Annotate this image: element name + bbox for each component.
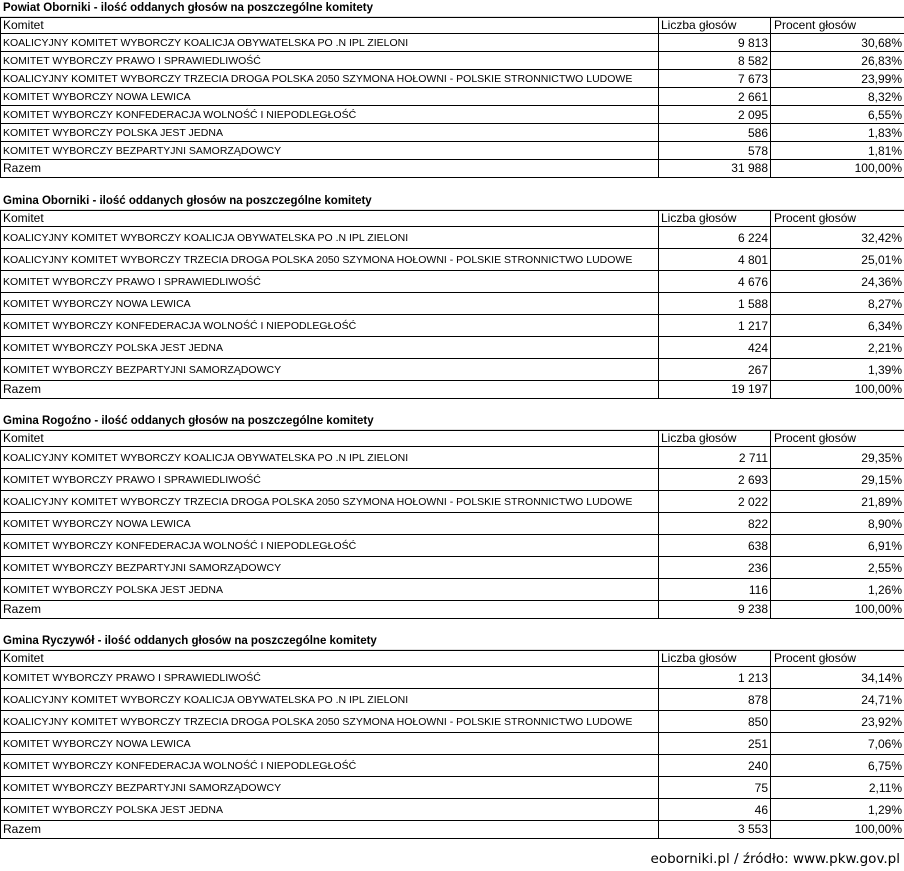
total-votes: 3 553: [659, 821, 771, 839]
total-label: Razem: [1, 821, 659, 839]
vote-count: 75: [659, 777, 771, 799]
table-row: [1, 227, 904, 249]
header-komitet: Komitet: [1, 18, 659, 34]
header-liczba: Liczba głosów: [659, 431, 771, 447]
committee-name: KOMITET WYBORCZY NOWA LEWICA: [1, 293, 659, 315]
vote-count: 267: [659, 359, 771, 381]
vote-count: 1 588: [659, 293, 771, 315]
vote-count: 822: [659, 513, 771, 535]
committee-name: KOMITET WYBORCZY PRAWO I SPRAWIEDLIWOŚĆ: [1, 667, 659, 689]
table-header-row: [1, 211, 904, 227]
table-row: [1, 88, 904, 106]
total-label: Razem: [1, 381, 659, 399]
vote-count: 46: [659, 799, 771, 821]
vote-count: 2 711: [659, 447, 771, 469]
vote-percent: 24,36%: [771, 271, 904, 293]
table-row: [1, 491, 904, 513]
vote-percent: 2,21%: [771, 337, 904, 359]
committee-name: KOMITET WYBORCZY NOWA LEWICA: [1, 733, 659, 755]
table-row: [1, 579, 904, 601]
vote-count: 2 661: [659, 88, 771, 106]
committee-name: KOALICYJNY KOMITET WYBORCZY TRZECIA DROGA POLSKA 2050 SZYMONA HOŁOWNI - POLSKIE STRONNICTWO LUDOWE: [1, 711, 659, 733]
vote-percent: 8,90%: [771, 513, 904, 535]
section-gmina-oborniki: [0, 193, 904, 399]
table-row: [1, 733, 904, 755]
vote-percent: 21,89%: [771, 491, 904, 513]
total-row: [1, 160, 904, 178]
vote-percent: 30,68%: [771, 34, 904, 52]
vote-count: 578: [659, 142, 771, 160]
section-gmina-rogozno: [0, 413, 904, 619]
total-votes: 19 197: [659, 381, 771, 399]
vote-count: 251: [659, 733, 771, 755]
vote-percent: 6,75%: [771, 755, 904, 777]
table-row: [1, 271, 904, 293]
vote-percent: 6,55%: [771, 106, 904, 124]
vote-count: 2 095: [659, 106, 771, 124]
table-row: [1, 315, 904, 337]
section-title: Powiat Oborniki - ilość oddanych głosów na poszczególne komitety: [0, 0, 904, 17]
results-table: [0, 650, 904, 839]
vote-count: 424: [659, 337, 771, 359]
vote-count: 850: [659, 711, 771, 733]
total-label: Razem: [1, 160, 659, 178]
table-header-row: [1, 431, 904, 447]
vote-percent: 32,42%: [771, 227, 904, 249]
vote-count: 2 022: [659, 491, 771, 513]
committee-name: KOMITET WYBORCZY KONFEDERACJA WOLNOŚĆ I NIEPODLEGŁOŚĆ: [1, 315, 659, 337]
vote-count: 8 582: [659, 52, 771, 70]
table-row: [1, 106, 904, 124]
table-row: [1, 359, 904, 381]
table-row: [1, 249, 904, 271]
committee-name: KOMITET WYBORCZY POLSKA JEST JEDNA: [1, 799, 659, 821]
committee-name: KOMITET WYBORCZY KONFEDERACJA WOLNOŚĆ I NIEPODLEGŁOŚĆ: [1, 755, 659, 777]
table-row: [1, 755, 904, 777]
committee-name: KOMITET WYBORCZY NOWA LEWICA: [1, 88, 659, 106]
total-percent: 100,00%: [771, 381, 904, 399]
committee-name: KOALICYJNY KOMITET WYBORCZY TRZECIA DROGA POLSKA 2050 SZYMONA HOŁOWNI - POLSKIE STRONNICTWO LUDOWE: [1, 249, 659, 271]
header-liczba: Liczba głosów: [659, 211, 771, 227]
header-liczba: Liczba głosów: [659, 18, 771, 34]
vote-percent: 2,55%: [771, 557, 904, 579]
committee-name: KOALICYJNY KOMITET WYBORCZY KOALICJA OBYWATELSKA PO .N IPL ZIELONI: [1, 689, 659, 711]
committee-name: KOALICYJNY KOMITET WYBORCZY TRZECIA DROGA POLSKA 2050 SZYMONA HOŁOWNI - POLSKIE STRONNICTWO LUDOWE: [1, 70, 659, 88]
table-row: [1, 337, 904, 359]
vote-percent: 1,29%: [771, 799, 904, 821]
vote-percent: 6,34%: [771, 315, 904, 337]
table-row: [1, 711, 904, 733]
section-gmina-ryczywol: [0, 633, 904, 839]
committee-name: KOALICYJNY KOMITET WYBORCZY TRZECIA DROGA POLSKA 2050 SZYMONA HOŁOWNI - POLSKIE STRONNICTWO LUDOWE: [1, 491, 659, 513]
table-row: [1, 667, 904, 689]
committee-name: KOMITET WYBORCZY BEZPARTYJNI SAMORZĄDOWCY: [1, 359, 659, 381]
total-percent: 100,00%: [771, 601, 904, 619]
total-percent: 100,00%: [771, 160, 904, 178]
vote-percent: 2,11%: [771, 777, 904, 799]
total-row: [1, 381, 904, 399]
committee-name: KOMITET WYBORCZY NOWA LEWICA: [1, 513, 659, 535]
vote-percent: 25,01%: [771, 249, 904, 271]
vote-count: 240: [659, 755, 771, 777]
vote-count: 4 676: [659, 271, 771, 293]
table-row: [1, 557, 904, 579]
section-powiat-oborniki: [0, 0, 904, 178]
header-liczba: Liczba głosów: [659, 651, 771, 667]
header-komitet: Komitet: [1, 651, 659, 667]
committee-name: KOALICYJNY KOMITET WYBORCZY KOALICJA OBYWATELSKA PO .N IPL ZIELONI: [1, 34, 659, 52]
vote-percent: 34,14%: [771, 667, 904, 689]
vote-count: 2 693: [659, 469, 771, 491]
vote-percent: 29,35%: [771, 447, 904, 469]
vote-percent: 1,81%: [771, 142, 904, 160]
table-row: [1, 689, 904, 711]
results-table: [0, 430, 904, 619]
section-title: Gmina Oborniki - ilość oddanych głosów na poszczególne komitety: [0, 193, 904, 210]
vote-percent: 1,26%: [771, 579, 904, 601]
committee-name: KOMITET WYBORCZY PRAWO I SPRAWIEDLIWOŚĆ: [1, 52, 659, 70]
header-procent: Procent głosów: [771, 211, 904, 227]
results-table: [0, 17, 904, 178]
committee-name: KOALICYJNY KOMITET WYBORCZY KOALICJA OBYWATELSKA PO .N IPL ZIELONI: [1, 227, 659, 249]
table-header-row: [1, 18, 904, 34]
vote-percent: 24,71%: [771, 689, 904, 711]
header-procent: Procent głosów: [771, 651, 904, 667]
table-row: [1, 142, 904, 160]
committee-name: KOALICYJNY KOMITET WYBORCZY KOALICJA OBYWATELSKA PO .N IPL ZIELONI: [1, 447, 659, 469]
vote-count: 116: [659, 579, 771, 601]
vote-percent: 8,32%: [771, 88, 904, 106]
table-row: [1, 799, 904, 821]
vote-count: 236: [659, 557, 771, 579]
table-row: [1, 70, 904, 88]
header-komitet: Komitet: [1, 431, 659, 447]
committee-name: KOMITET WYBORCZY POLSKA JEST JEDNA: [1, 337, 659, 359]
total-percent: 100,00%: [771, 821, 904, 839]
vote-percent: 6,91%: [771, 535, 904, 557]
committee-name: KOMITET WYBORCZY POLSKA JEST JEDNA: [1, 124, 659, 142]
header-komitet: Komitet: [1, 211, 659, 227]
section-title: Gmina Ryczywół - ilość oddanych głosów na poszczególne komitety: [0, 633, 904, 650]
total-row: [1, 601, 904, 619]
vote-percent: 26,83%: [771, 52, 904, 70]
total-votes: 31 988: [659, 160, 771, 178]
table-row: [1, 535, 904, 557]
source-footer: eoborniki.pl / źródło: www.pkw.gov.pl: [650, 851, 900, 867]
table-row: [1, 469, 904, 491]
header-procent: Procent głosów: [771, 431, 904, 447]
vote-percent: 8,27%: [771, 293, 904, 315]
vote-percent: 23,92%: [771, 711, 904, 733]
committee-name: KOMITET WYBORCZY KONFEDERACJA WOLNOŚĆ I NIEPODLEGŁOŚĆ: [1, 106, 659, 124]
table-row: [1, 447, 904, 469]
committee-name: KOMITET WYBORCZY BEZPARTYJNI SAMORZĄDOWCY: [1, 557, 659, 579]
vote-percent: 29,15%: [771, 469, 904, 491]
committee-name: KOMITET WYBORCZY POLSKA JEST JEDNA: [1, 579, 659, 601]
vote-percent: 23,99%: [771, 70, 904, 88]
committee-name: KOMITET WYBORCZY PRAWO I SPRAWIEDLIWOŚĆ: [1, 469, 659, 491]
total-label: Razem: [1, 601, 659, 619]
vote-count: 1 217: [659, 315, 771, 337]
table-row: [1, 124, 904, 142]
total-row: [1, 821, 904, 839]
vote-count: 6 224: [659, 227, 771, 249]
vote-count: 586: [659, 124, 771, 142]
vote-count: 638: [659, 535, 771, 557]
committee-name: KOMITET WYBORCZY BEZPARTYJNI SAMORZĄDOWCY: [1, 142, 659, 160]
table-row: [1, 34, 904, 52]
vote-count: 9 813: [659, 34, 771, 52]
total-votes: 9 238: [659, 601, 771, 619]
committee-name: KOMITET WYBORCZY BEZPARTYJNI SAMORZĄDOWCY: [1, 777, 659, 799]
committee-name: KOMITET WYBORCZY KONFEDERACJA WOLNOŚĆ I NIEPODLEGŁOŚĆ: [1, 535, 659, 557]
vote-count: 878: [659, 689, 771, 711]
vote-percent: 1,39%: [771, 359, 904, 381]
vote-percent: 7,06%: [771, 733, 904, 755]
vote-count: 1 213: [659, 667, 771, 689]
table-header-row: [1, 651, 904, 667]
table-row: [1, 777, 904, 799]
section-title: Gmina Rogoźno - ilość oddanych głosów na poszczególne komitety: [0, 413, 904, 430]
vote-count: 4 801: [659, 249, 771, 271]
vote-count: 7 673: [659, 70, 771, 88]
header-procent: Procent głosów: [771, 18, 904, 34]
table-row: [1, 513, 904, 535]
table-row: [1, 52, 904, 70]
vote-percent: 1,83%: [771, 124, 904, 142]
results-table: [0, 210, 904, 399]
table-row: [1, 293, 904, 315]
committee-name: KOMITET WYBORCZY PRAWO I SPRAWIEDLIWOŚĆ: [1, 271, 659, 293]
